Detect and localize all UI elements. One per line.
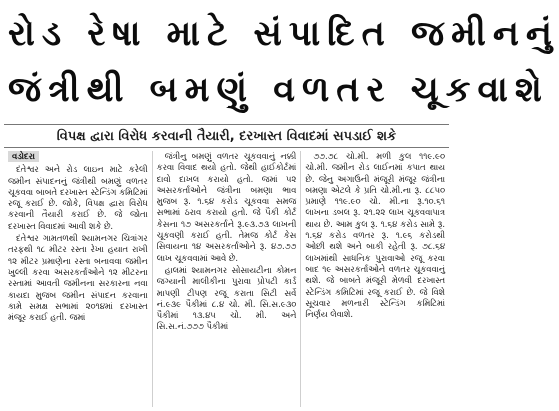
paragraph: હાલમાં શ્યામનગર સોસાયટીના કોમન જગ્યાની માલીકીના પુરાવા પ્રોપટી કાર્ડ માપણી ટીપણ રજૂ કરાતા સિટી સર્વે નં.૯૩૯ પૈકીમાં ૮.૪ ચો. મી. સિ.સ.૯૩૦ પૈકીમાં ૧૩.૪૫ ચો. મી. અને સિ.સ.નં.૭૭૭ પૈકીમાં (156, 264, 297, 332)
headline (0, 0, 559, 124)
paragraph: ૭૭.૭૮ ચો.મી. મળી કુલ ૧૧૯.૯૦ ચો.મી. જમીન રોડ લાઈનમાં કપાત થાય છે. જેનુ અગાઉની મંજૂરી મંજૂર જંત્રીના બમણા એટલે કે પ્રતિ ચો.મી.ના રૂ. ૮૮૫૦ પ્રમાણે ૧૧૯.૯૦ ચો. મી.ના રૂ.૧૦.૬૧ લાખના ડબલ રૂ. ૨૧.૨૨ લાખ ચૂકવવાપાત્ર થાય છે. આમ કુલ રૂ. ૧.૬૪ કરોડ સામે રૂ. ૧.૬૪ કરોડ વળતર રૂ. ૧.૯૬ કરોડથી ઓછી થશે અને બાકી રહેતી રૂ. ૭૮.૬૪ લાખમાંથી સાધનિક પુરાવાઓ રજૂ કરવા બાદ ૧૯ અસરકર્તાઓને વળતર ચૂકવવાનું થશે. જે બાબતે મંજૂરી મેળવી દરખાસ્ત સ્ટેન્ડિંગ કમિટિમાં રજૂ કરાઈ છે. જે વિશે સૂચવાર મળનારી સ્ટેન્ડિંગ કમિટિમાં નિર્ણય લેવાશે. (305, 151, 446, 320)
paragraph: દંતેશ્વર ગામતળથી શ્યામનગર ચિત્રાંગર તરફથી ૧૮ મીટર રસ્તા રેખા હયાત રાખી ૧૨ મીટર પ્રમાણેના રસ્તા બનાવવા જમીન ખુલ્લી કરવા અસરકર્તાઓને ૧૨ મીટરના રસ્તામાં આવતી જમીનના સરકારના નવા કાયદા મુજબ જમીન સંપાદન કરવાના કામે સમક્ષ સભામાં ૨૦૧૪માં દરખાસ્ત મંજૂર કરાઈ હતી. જમાં (8, 233, 148, 323)
article-column-2 (152, 151, 301, 407)
article-column-1 (4, 151, 152, 407)
paragraph: દંતેશ્વર અને રોડ લાઇન માટે કરેલી જમીન સંપાદનનું જંત્રીથી બમણું વળતર ચૂકવવા બાબતે દરખાસ્ત સ્ટેન્ડિંગ કમિટિમાં રજૂ કરાઈ છે. જોકે, વિપક્ષ દ્વારા વિરોધ કરવાની તૈયારી કરાઈ છે. જે જોતા દરખાસ્ત વિવાદમાં આવી શકે છે. (8, 164, 148, 231)
article-column-3 (300, 151, 449, 407)
headline-line-2: જંત્રીથી બમણું વળતર ચૂકવાશે (8, 70, 549, 110)
paragraph: જંત્રીનુ બમણું વળતર ચૂકવવાનું નક્કી કરવા વિવાદ થયો હતો. જેથી હાઈકોર્ટમાં દાવો દાખલ કરાયો હતો. જમાં ૫૨ અસરકર્તાઓને જંત્રીના બમણા ભાવ મુજબ રૂ. ૧.૬૪ કરોડ ચૂકવવા સમજ સભામાં ઠરાવ કરાયો હતો. જે પૈકી કોર્ટ કેસના ૧૭ અસરકર્તાને રૂ.૯૩.૭૩ લાખની ચૂકવણી કરાઈ હતી. તેમજ કોર્ટ કેસ સિવાયના ૧૪ અસરકર્તાઓને રૂ. ૪૭.૭૭ લાખ ચૂકવવામાં આવે છે. (156, 151, 297, 263)
dateline: વડોદરા (8, 151, 39, 162)
article-body (4, 151, 449, 407)
subheadline: વિપક્ષ દ્વારા વિરોધ કરવાની તૈયારી, દરખાસ્ત વિવાદમાં સપડાઈ શકે (4, 124, 449, 148)
headline-line-1: રોડ રેષા માટે સંપાદિત જમીનનું (8, 14, 559, 54)
